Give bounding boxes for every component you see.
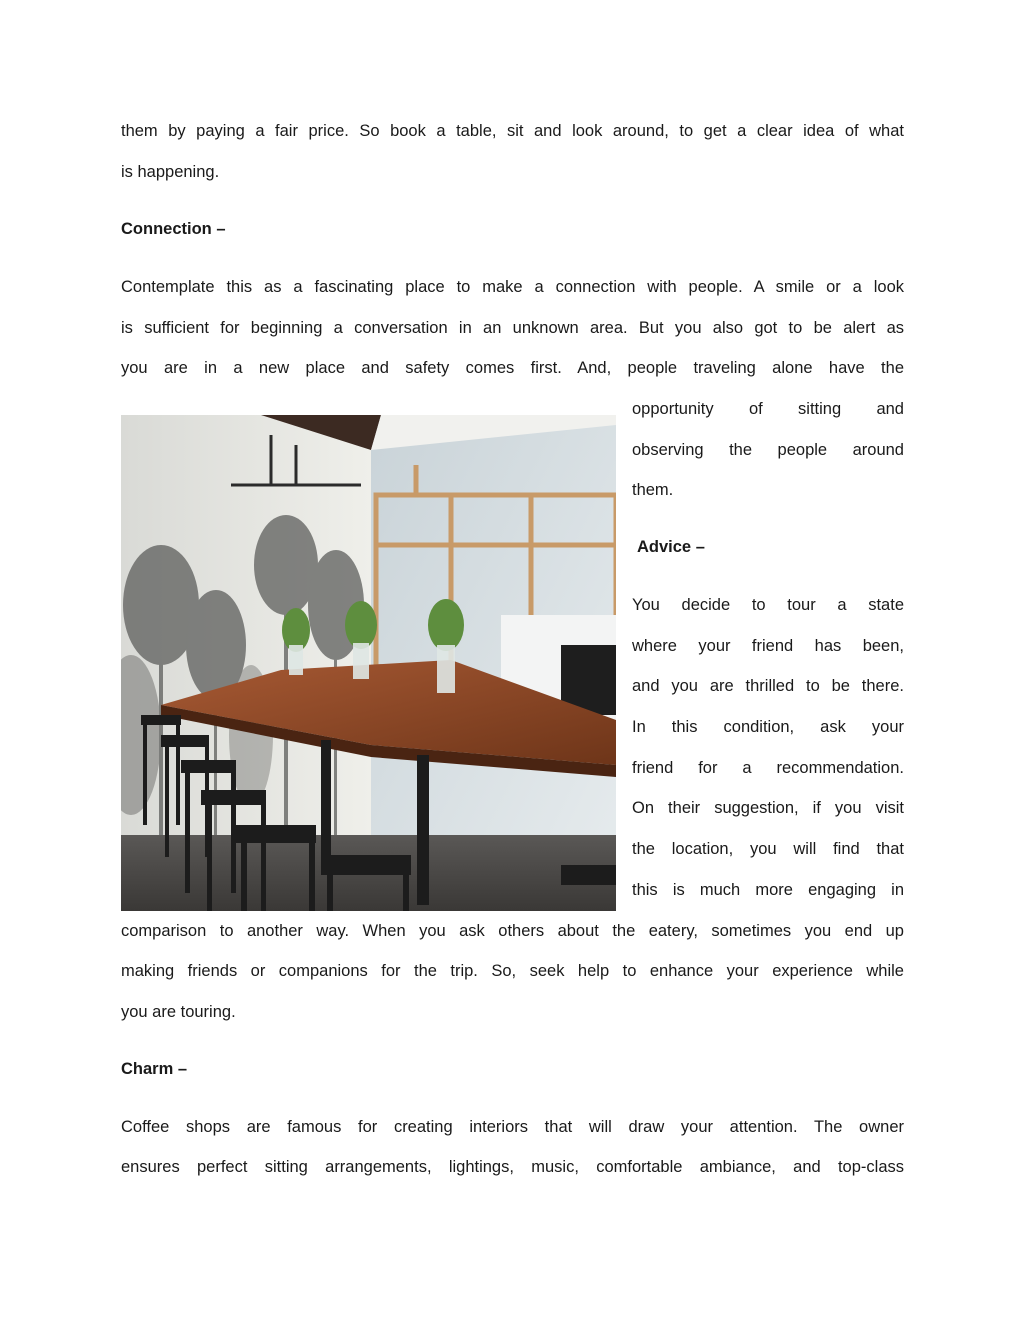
paragraph-line: is happening. <box>121 163 220 181</box>
paragraph-line: friend for a recommendation. <box>632 759 904 777</box>
paragraph-line: In this condition, ask your <box>632 718 904 736</box>
paragraph-line: Contemplate this as a fascinating place to make a connection with people. A smile or a look <box>121 278 904 296</box>
section-heading-advice: Advice – <box>637 538 705 556</box>
paragraph-line: the location, you will find that <box>632 840 904 858</box>
paragraph-line: observing the people around <box>632 441 904 459</box>
paragraph-line: Coffee shops are famous for creating interiors that will draw your attention. The owner <box>121 1118 904 1136</box>
paragraph-line: them by paying a fair price. So book a table, sit and look around, to get a clear idea of what <box>121 122 904 140</box>
paragraph-line: On their suggestion, if you visit <box>632 799 904 817</box>
paragraph-line: and you are thrilled to be there. <box>632 677 904 695</box>
paragraph-line: them. <box>632 481 674 499</box>
paragraph-line: this is much more engaging in <box>632 881 904 899</box>
paragraph-line: you are touring. <box>121 1003 236 1021</box>
paragraph-line: is sufficient for beginning a conversation in an unknown area. But you also got to be alert as <box>121 319 904 337</box>
paragraph-line: comparison to another way. When you ask others about the eatery, sometimes you end up <box>121 922 904 940</box>
paragraph-line: where your friend has been, <box>632 637 904 655</box>
section-heading-charm: Charm – <box>121 1060 188 1078</box>
paragraph-line: ensures perfect sitting arrangements, lightings, music, comfortable ambiance, and top-class <box>121 1158 904 1176</box>
paragraph-line: you are in a new place and safety comes first. And, people traveling alone have the <box>121 359 904 377</box>
paragraph-line: You decide to tour a state <box>632 596 904 614</box>
section-heading-connection: Connection – <box>121 220 226 238</box>
cafe-interior-photo <box>121 415 616 911</box>
paragraph-line: making friends or companions for the trip. So, seek help to enhance your experience while <box>121 962 904 980</box>
paragraph-line: opportunity of sitting and <box>632 400 904 418</box>
